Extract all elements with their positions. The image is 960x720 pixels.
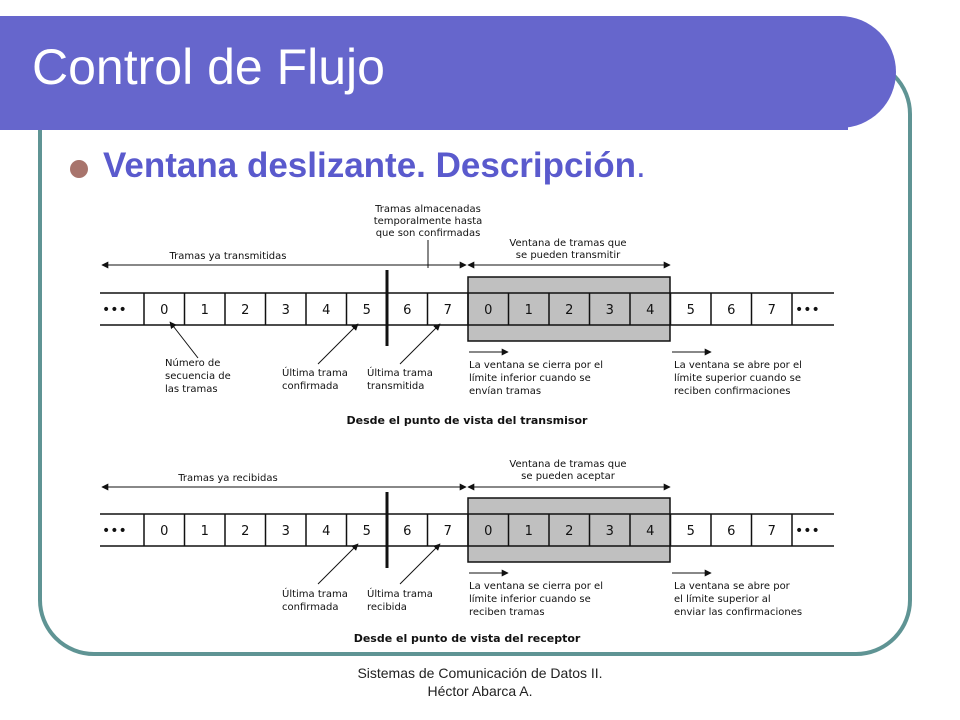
rx-last-ack-arrow <box>318 544 358 584</box>
tx-frame-number: 1 <box>200 303 209 318</box>
rx-frame-number: 7 <box>767 524 776 539</box>
rx-frame-number: 4 <box>322 524 331 539</box>
footer-author: Héctor Abarca A. <box>427 683 533 699</box>
window-close-label-line2: límite inferior cuando se <box>469 373 591 384</box>
buffered-frames-label-line3: que son confirmadas <box>375 228 481 239</box>
buffered-frames-label-line1: Tramas almacenadas <box>375 204 481 215</box>
receiver-frame-row <box>100 514 834 546</box>
last-sent-label-line2: transmitida <box>367 381 425 392</box>
window-close-label-line3: envían tramas <box>469 386 542 397</box>
receive-window-label-line1: Ventana de tramas que <box>509 459 627 470</box>
subtitle-text: Ventana deslizante. Descripción <box>103 146 636 185</box>
tx-frame-number: 2 <box>565 303 574 318</box>
rx-frame-number: 6 <box>727 524 736 539</box>
tx-frame-number: 2 <box>241 303 250 318</box>
rx-frame-number: 5 <box>362 524 371 539</box>
rx-frame-number: 0 <box>484 524 493 539</box>
sent-frames-label: Tramas ya transmitidas <box>169 251 287 262</box>
tx-frame-number: 5 <box>362 303 371 318</box>
window-close-label-line1: La ventana se cierra por el <box>469 360 603 371</box>
rx-window-open-label-line2: el límite superior al <box>674 594 771 605</box>
transmitter-caption: Desde el punto de vista del transmisor <box>346 414 588 427</box>
buffered-frames-label-line2: temporalmente hasta <box>373 216 483 227</box>
rx-frame-number: 1 <box>200 524 209 539</box>
rx-frame-number: 6 <box>403 524 412 539</box>
tx-frame-number: 0 <box>160 303 169 318</box>
tx-frame-number: 3 <box>281 303 290 318</box>
seq-number-label-line1: Número de <box>165 358 221 369</box>
received-frames-label: Tramas ya recibidas <box>178 473 278 484</box>
footer-course: Sistemas de Comunicación de Datos II. <box>357 665 603 681</box>
rx-last-received-arrow <box>400 544 440 584</box>
rx-window-open-label-line1: La ventana se abre por <box>674 581 790 592</box>
transmitter-diagram <box>100 204 834 427</box>
rx-frame-number: 4 <box>646 524 655 539</box>
rx-last-received-label-line2: recibida <box>367 602 407 613</box>
last-sent-label-line1: Última trama <box>367 368 433 379</box>
rx-frame-number: 5 <box>686 524 695 539</box>
window-open-label-line2: límite superior cuando se <box>674 373 801 384</box>
rx-last-ack-label-line1: Última trama <box>282 589 348 600</box>
window-open-label-line1: La ventana se abre por el <box>674 360 802 371</box>
last-ack-label-line2: confirmada <box>282 381 339 392</box>
subtitle-period: . <box>635 146 646 185</box>
rx-window-open-label-line3: enviar las confirmaciones <box>674 607 803 618</box>
seq-number-label-line3: las tramas <box>165 384 218 395</box>
receiver-diagram <box>100 459 834 645</box>
rx-frame-number: 3 <box>281 524 290 539</box>
tx-ellipsis-right: ••• <box>795 302 820 318</box>
slide-title: Control de Flujo <box>32 39 385 95</box>
tx-frame-number: 3 <box>605 303 614 318</box>
rx-ellipsis-left: ••• <box>102 523 127 539</box>
rx-last-received-label-line1: Última trama <box>367 589 433 600</box>
tx-frame-number: 7 <box>443 303 452 318</box>
rx-frame-number: 0 <box>160 524 169 539</box>
rx-last-ack-label-line2: confirmada <box>282 602 339 613</box>
last-sent-arrow <box>400 324 440 364</box>
window-open-label-line3: reciben confirmaciones <box>674 386 791 397</box>
rx-frame-number: 3 <box>605 524 614 539</box>
send-window-label-line1: Ventana de tramas que <box>509 238 627 249</box>
rx-ellipsis-right: ••• <box>795 523 820 539</box>
send-window-label-line2: se pueden transmitir <box>515 250 621 261</box>
seq-number-label-line2: secuencia de <box>165 371 231 382</box>
transmitter-frame-row <box>100 293 834 325</box>
slide-footer <box>300 664 660 700</box>
receive-window-label-line2: se pueden aceptar <box>521 471 615 482</box>
tx-frame-number: 7 <box>767 303 776 318</box>
tx-frame-number: 4 <box>322 303 331 318</box>
rx-frame-number: 2 <box>241 524 250 539</box>
receiver-caption: Desde el punto de vista del receptor <box>353 632 581 645</box>
rx-window-close-label-line2: límite inferior cuando se <box>469 594 591 605</box>
seq-number-arrow <box>170 322 198 358</box>
tx-frame-number: 4 <box>646 303 655 318</box>
last-ack-label-line1: Última trama <box>282 368 348 379</box>
rx-window-close-label-line3: reciben tramas <box>469 607 545 618</box>
last-ack-arrow <box>318 324 358 364</box>
tx-frame-number: 5 <box>686 303 695 318</box>
tx-frame-number: 6 <box>727 303 736 318</box>
rx-window-close-label-line1: La ventana se cierra por el <box>469 581 603 592</box>
tx-frame-number: 0 <box>484 303 493 318</box>
tx-frame-number: 6 <box>403 303 412 318</box>
tx-frame-number: 1 <box>524 303 533 318</box>
rx-frame-number: 1 <box>524 524 533 539</box>
rx-frame-number: 7 <box>443 524 452 539</box>
tx-ellipsis-left: ••• <box>102 302 127 318</box>
rx-frame-number: 2 <box>565 524 574 539</box>
